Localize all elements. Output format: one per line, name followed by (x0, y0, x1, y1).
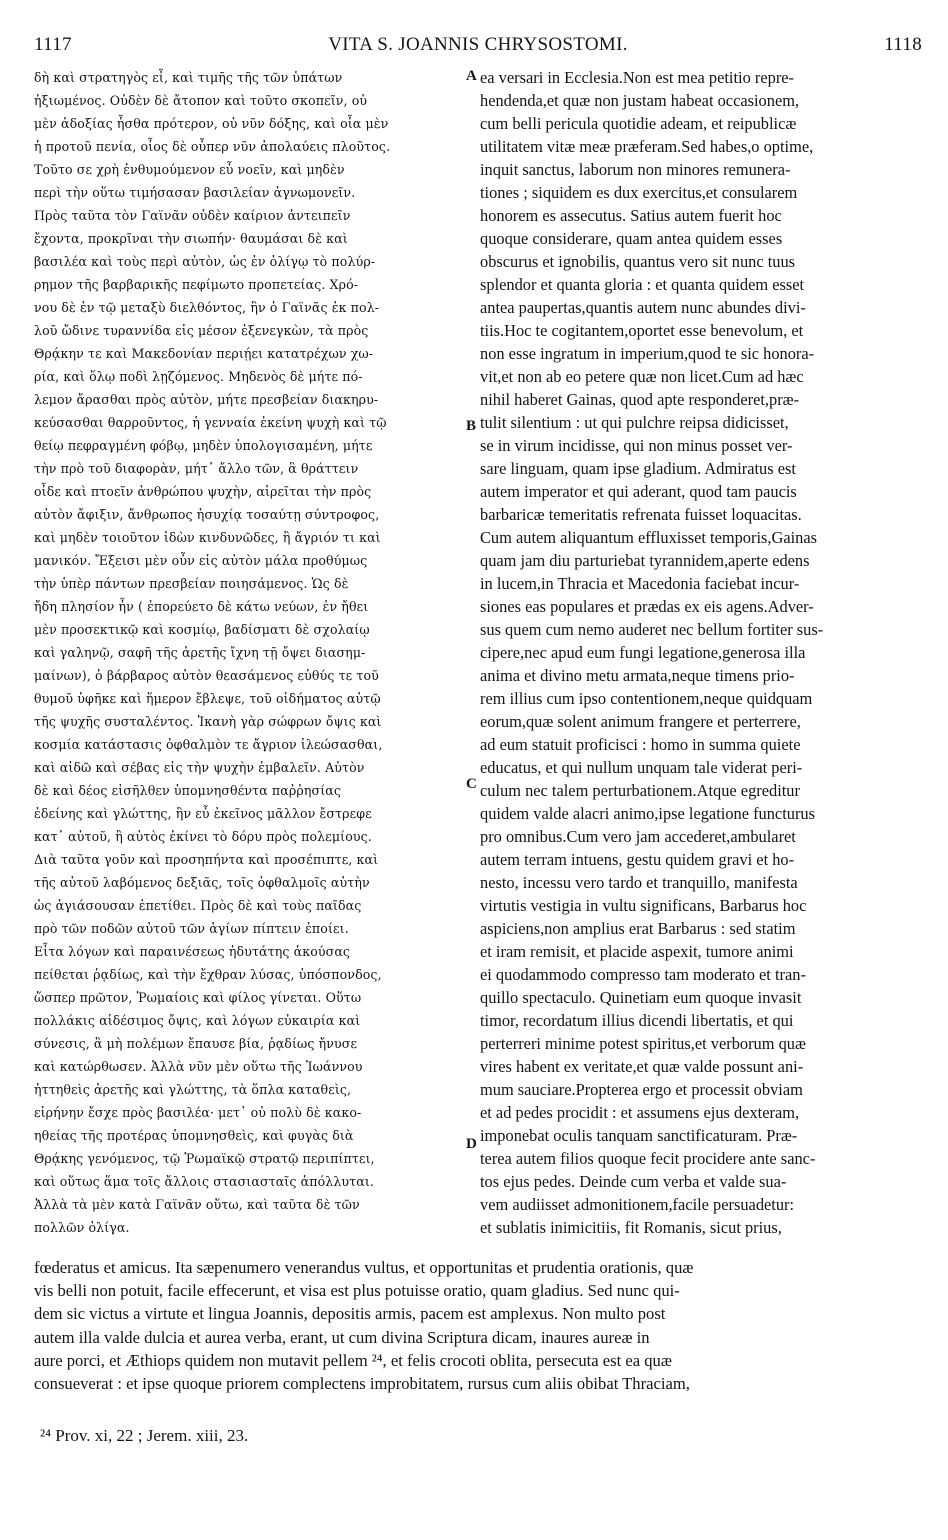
latin-text-line: sare linguam, quam ipse gladium. Admiratus est (480, 459, 796, 478)
greek-text-line: οἶδε καὶ πτοεῖν ἀνθρώπου ψυχὴν, αἱρεῖται τὴν πρὸς (34, 484, 372, 499)
greek-text-line: καὶ οὕτως ἅμα τοῖς ἄλλοις στασιασταῖς ἀπόλλυται. (34, 1174, 374, 1189)
greek-text-line: τῆς αὐτοῦ λαβόμενος δεξιᾶς, τοῖς ὀφθαλμοῖς αὐτὴν (34, 875, 370, 890)
page-number-right: 1118 (884, 34, 922, 55)
greek-text-line: δὴ καὶ στρατηγὸς εἶ, καὶ τιμῆς τῆς τῶν ὑπάτων (34, 70, 343, 85)
full-width-text (34, 1256, 914, 1395)
greek-text-line: μὲν ἀδοξίας ἦσθα πρότερον, οὐ νῦν δόξης, καὶ οἷα μὲν (34, 116, 389, 131)
greek-text-line: κοσμία κατάστασις ὀφθαλμὸν τε ἄγριον ἱλεώσασθαι, (34, 737, 383, 752)
greek-text-line: πρὸ τῶν ποδῶν αὐτοῦ τῶν ἁγίων πίπτειν ἐποίει. (34, 921, 349, 936)
greek-text-line: ἡττηθεὶς ἀρετῆς καὶ γλώττης, τὰ ὅπλα καταθεὶς, (34, 1082, 352, 1097)
latin-text-line: tiones ; siquidem es dux exercitus,et consularem (480, 183, 798, 202)
greek-text-column (34, 66, 466, 1239)
latin-text-line: cipere,nec apud eum fungi legatione,generosa illa (480, 643, 806, 662)
greek-text-line: μὲν προσεκτικῷ καὶ κοσμίῳ, βαδίσματι δὲ σχολαίῳ (34, 622, 370, 637)
latin-text-line: quam jam diu parturiebat tyrannidem,aperte edens (480, 551, 810, 570)
margin-letter-a: A (466, 68, 477, 84)
latin-text-line: et sublatis inimicitiis, fit Romanis, sicut prius, (480, 1218, 782, 1237)
greek-text-line: κεύσασθαι θαρροῦντος, ἡ γενναία ἐκείνη ψυχὴ καὶ τῷ (34, 415, 387, 430)
greek-text-line: ὥσπερ πρῶτον, Ῥωμαίοις καὶ φίλος γίνεται. Οὕτω (34, 990, 362, 1005)
greek-text-line: ἤδη πλησίον ἦν ( ἐπορεύετο δὲ κάτω νεύων, ἐν ἤθει (34, 599, 369, 614)
latin-text-line: mum sauciare.Propterea ergo et processit obviam (480, 1080, 803, 1099)
greek-text-line: λεμον ἄρασθαι πρὸς αὐτὸν, μήτε πρεσβείαν διακηρυ- (34, 392, 379, 407)
latin-text-line: non esse ingratum in imperium,quod te sic honora- (480, 344, 815, 363)
latin-text-line: inquit sanctus, laborum non minores remunera- (480, 160, 791, 179)
greek-text-line: ἐδείνης καὶ γλώττης, ἣν εὖ ἐκεῖνος μᾶλλον ἔστρεφε (34, 806, 372, 821)
latin-text-line: Cum autem aliquantum effluxisset temporis,Gainas (480, 528, 818, 547)
footnote: ²⁴ Prov. xi, 22 ; Jerem. xiii, 23. (40, 1426, 249, 1445)
latin-text-line: timor, recordatum illius dicendi libertatis, et qui (480, 1011, 794, 1030)
latin-text-line: quillo spectaculo. Quinetiam eum quoque invasit (480, 988, 802, 1007)
full-width-text-line: aure porci, et Æthiops quidem non mutavit pellem ²⁴, et felis crocoti oblita, persecuta est ea quæ (34, 1350, 672, 1370)
latin-text-line: nihil haberet Gainas, quod apte responderet,præ- (480, 390, 800, 409)
greek-text-line: αὐτὸν ἄφιξιν, ἄνθρωπος ἡσυχίᾳ τοσαύτῃ σύντροφος, (34, 507, 380, 522)
greek-text-line: ρία, καὶ ὅλῳ ποδὶ λῃζόμενος. Μηδενὸς δὲ μήτε πό- (34, 369, 363, 384)
greek-text-line: ρημον τῆς βαρβαρικῆς πεφίμωτο προπετείας. Χρό- (34, 277, 359, 292)
latin-text-line: tos ejus pedes. Deinde cum verba et valde sua- (480, 1172, 787, 1191)
greek-text-line: καὶ μηδὲν τοιοῦτον ἰδὼν κινδυνῶδες, ἢ ἄγριόν τι καὶ (34, 530, 381, 545)
latin-text-line: nesto, incessu vero tardo et tranquillo, manifesta (480, 873, 798, 892)
greek-text-line: μαίνων), ὁ βάρβαρος αὐτὸν θεασάμενος εὐθύς τε τοῦ (34, 668, 379, 683)
greek-text-line: νου δὲ ἐν τῷ μεταξὺ διελθόντος, ἣν ὁ Γαϊνᾶς ἐκ πολ- (34, 300, 380, 315)
latin-text-line: perterreri minime potest spiritus,et verborum quæ (480, 1034, 806, 1053)
greek-text-line: ηθείας τῆς προτέρας ὑπομνησθεὶς, καὶ φυγὰς διὰ (34, 1128, 354, 1143)
full-width-text-line: consueverat : et ipse quoque priorem complectens improbitatem, rursus cum aliis obibat Thraciam, (34, 1373, 690, 1393)
latin-text-line: barbaricæ temeritatis refrenata fuisset loquacitas. (480, 505, 802, 524)
latin-text-line: et ad pedes procidit : et assumens ejus dexteram, (480, 1103, 800, 1122)
greek-text-line: περὶ τὴν οὕτω τιμήσασαν βασιλείαν ἀγνωμονεῖν. (34, 185, 356, 200)
latin-text-line: ei quodammodo compresso tam moderato et tran- (480, 965, 806, 984)
greek-text-line: Διὰ ταῦτα γοῦν καὶ προσηπήντα καὶ προσέπιπτε, καὶ (34, 852, 379, 867)
latin-text-line: autem terram intuens, gestu quidem gravi et ho- (480, 850, 795, 869)
full-width-text-line: autem illa valde dulcia et aurea verba, erant, ut cum divina Scriptura dicam, inaures aureæ in (34, 1327, 650, 1347)
latin-text-line: in lucem,in Thracia et Macedonia faciebat incur- (480, 574, 800, 593)
latin-text-line: educatus, et qui nullum unquam tale viderat peri- (480, 758, 803, 777)
latin-text-line: ea versari in Ecclesia.Non est mea petitio repre- (480, 68, 795, 87)
margin-letter-d: D (466, 1136, 477, 1152)
latin-text-line: cum belli pericula quotidie adeam, et reipublicæ (480, 114, 797, 133)
latin-text-line: culum nec talem perturbationem.Atque egreditur (480, 781, 800, 800)
greek-text-line: τὴν ὑπὲρ πάντων πρεσβείαν ποιησάμενος. Ὡς δὲ (34, 576, 349, 591)
latin-text-line: imponebat oculis tanquam sanctificaturam. Præ- (480, 1126, 798, 1145)
latin-text-line: honorem es assecutus. Satius autem fuerit hoc (480, 206, 782, 225)
greek-text-line: Πρὸς ταῦτα τὸν Γαϊνᾶν οὐδὲν καίριον ἀντειπεῖν (34, 208, 351, 223)
greek-text-line: ἔχοντα, προκρῖναι τὴν σιωπήν· θαυμάσαι δὲ καὶ (34, 231, 348, 246)
latin-text-line: rem illius cum ipso contentionem,neque quidquam (480, 689, 813, 708)
margin-letter-c: C (466, 776, 477, 792)
latin-text-line: eorum,quæ solent animum frangere et perterrere, (480, 712, 801, 731)
greek-text-line: τῆς ψυχῆς συσταλέντος. Ἱκανὴ γὰρ σώφρων ὄψις καὶ (34, 714, 382, 729)
latin-text-line: et iram remisit, et placide aspexit, tumore animi (480, 942, 794, 961)
greek-text-line: πείθεται ῥᾳδίως, καὶ τὴν ἔχθραν λύσας, ὑπόσπονδος, (34, 967, 382, 982)
full-width-text-line: vis belli non potuit, facile effecerunt, et visa est plus potuisse oratio, quam gladius. Sed nunc qui- (34, 1281, 680, 1301)
latin-text-line: ad eum statuit proficisci : homo in summa quiete (480, 735, 801, 754)
greek-text-line: τὴν πρὸ τοῦ διαφορὰν, μήτ᾽ ἄλλο τῶν, ἃ θράττειν (34, 461, 359, 476)
greek-text-line: ὡς ἁγιάσουσαν ἐπετίθει. Πρὸς δὲ καὶ τοὺς παῖδας (34, 898, 362, 913)
greek-text-line: καὶ γαληνῷ, σαφῆ τῆς ἀρετῆς ἴχνη τῇ ὄψει διασημ- (34, 645, 366, 660)
greek-text-line: Εἶτα λόγων καὶ παραινέσεως ἡδυτάτης ἀκούσας (34, 944, 351, 959)
latin-text-line: autem imperator et qui aderant, quod tam paucis (480, 482, 797, 501)
latin-text-line: obscurus et ignobilis, quantus vero sit nunc tuus (480, 252, 796, 271)
greek-text-line: καὶ αἰδῶ καὶ σέβας εἰς τὴν ψυχὴν ἐμβαλεῖν. Αὐτὸν (34, 760, 365, 775)
greek-text-line: Θρᾴκης γενόμενος, τῷ Ῥωμαϊκῷ στρατῷ περιπίπτει, (34, 1151, 375, 1166)
latin-text-line: hendenda,et quæ non justam habeat occasionem, (480, 91, 800, 110)
latin-text-line: terea autem filios quoque fecit procidere ante sanc- (480, 1149, 816, 1168)
latin-text-line: anima et divino metu armata,neque timens prio- (480, 666, 795, 685)
greek-text-line: πολλῶν ὀλίγα. (34, 1220, 130, 1235)
latin-text-line: aspiciens,non amplius erat Barbarus : sed statim (480, 919, 796, 938)
full-width-text-line: fœderatus et amicus. Ita sæpenumero venerandus vultus, et opportunitas et prudentia orationis, quæ (34, 1258, 694, 1277)
greek-text-line: ἡ προτοῦ πενία, οἷος δὲ οὗπερ νῦν ἀπολαύεις πλοῦτος. (34, 139, 391, 154)
greek-text-line: λοῦ ὤδινε τυραννίδα εἰς μέσον ἐξενεγκὼν, τὰ πρὸς (34, 323, 369, 338)
greek-text-line: εἰρήνην ἔσχε πρὸς βασιλέα· μετ᾽ οὐ πολὺ δὲ κακο- (34, 1105, 362, 1120)
margin-letter-b: B (466, 418, 477, 434)
greek-text-line: θείῳ πεφραγμένη φόβῳ, μηδὲν ὑπολογισαμένη, μήτε (34, 438, 373, 453)
latin-text-line: tiis.Hoc te cogitantem,oportet esse benevolum, et (480, 321, 804, 340)
latin-text-line: splendor et quanta gloria : et quanta quidem esset (480, 275, 805, 294)
latin-text-line: vit,et non ab eo petere quæ non licet.Cum ad hæc (480, 367, 804, 386)
latin-text-line: pro omnibus.Cum vero jam accederet,ambularet (480, 827, 796, 846)
greek-text-line: σύνεσις, ἃ μὴ πολέμων ἔπαυσε βία, ῥᾳδίως ἤνυσε (34, 1036, 358, 1051)
greek-text-line: βασιλέα καὶ τοὺς περὶ αὐτὸν, ὡς ἐν ὀλίγῳ τὸ πολύρ- (34, 254, 376, 269)
greek-text-line: Τοῦτο σε χρὴ ἐνθυμούμενον εὖ νοεῖν, καὶ μηδὲν (34, 162, 345, 177)
greek-text-line: δὲ καὶ δέος εἰσῆλθεν ὑπομνησθέντα παῤῥησίας (34, 783, 342, 798)
latin-text-line: sus quem cum nemo auderet nec bellum fortiter sus- (480, 620, 824, 639)
latin-text-line: utilitatem vitæ meæ præferam.Sed habes,o optime, (480, 137, 814, 156)
full-width-text-line: dem sic victus a virtute et lingua Joannis, depositis armis, pacem est amplexus. Non multo post (34, 1304, 666, 1324)
latin-text-line: antea paupertas,quantis autem nunc abundes divi- (480, 298, 806, 317)
latin-text-line: virtutis vestigia in vultu significans, Barbarus hoc (480, 896, 807, 915)
greek-text-line: καὶ κατώρθωσεν. Ἀλλὰ νῦν μὲν οὕτω τῆς Ἰωάννου (34, 1059, 363, 1074)
greek-text-line: κατ᾽ αὐτοῦ, ἢ αὐτὸς ἐκίνει τὸ δόρυ πρὸς πολεμίους. (34, 829, 372, 844)
latin-text-line: vires habent ex veritate,et quæ valde possunt ani- (480, 1057, 804, 1076)
running-title: VITA S. JOANNIS CHRYSOSTOMI. (328, 34, 628, 55)
latin-text-line: quidem valde alacri animo,ipse legatione functurus (480, 804, 815, 823)
greek-text-line: ἠξιωμένος. Οὐδὲν δὲ ἄτοπον καὶ τοῦτο σκοπεῖν, οὐ (34, 93, 368, 108)
page-header (34, 34, 922, 62)
latin-text-column (480, 66, 920, 1239)
greek-text-line: μανικόν. Ἔξεισι μὲν οὖν εἰς αὐτὸν μάλα προθύμως (34, 553, 368, 568)
latin-text-line: vem audiisset admonitionem,facile persuadetur: (480, 1195, 795, 1214)
page-number-left: 1117 (34, 34, 72, 55)
greek-text-line: θυμοῦ ὑφῆκε καὶ ἥμερον ἔβλεψε, τοῦ οἰδήματος αὐτῷ (34, 691, 381, 706)
latin-text-line: tulit silentium : ut qui pulchre reipsa didicisset, (480, 413, 789, 432)
latin-text-line: quoque considerare, quam antea quidem esses (480, 229, 783, 248)
greek-text-line: πολλάκις αἰδέσιμος ὄψις, καὶ λόγων εὐκαιρία καὶ (34, 1013, 361, 1028)
greek-text-line: Θρᾴκην τε καὶ Μακεδονίαν περιῄει κατατρέχων χω- (34, 346, 374, 361)
latin-text-line: siones eas populares et prædas ex eis agens.Adver- (480, 597, 814, 616)
greek-text-line: Ἀλλὰ τὰ μὲν κατὰ Γαϊνᾶν οὕτω, καὶ ταῦτα δὲ τῶν (34, 1197, 360, 1212)
latin-text-line: se in virum incidisse, qui non minus posset ver- (480, 436, 793, 455)
